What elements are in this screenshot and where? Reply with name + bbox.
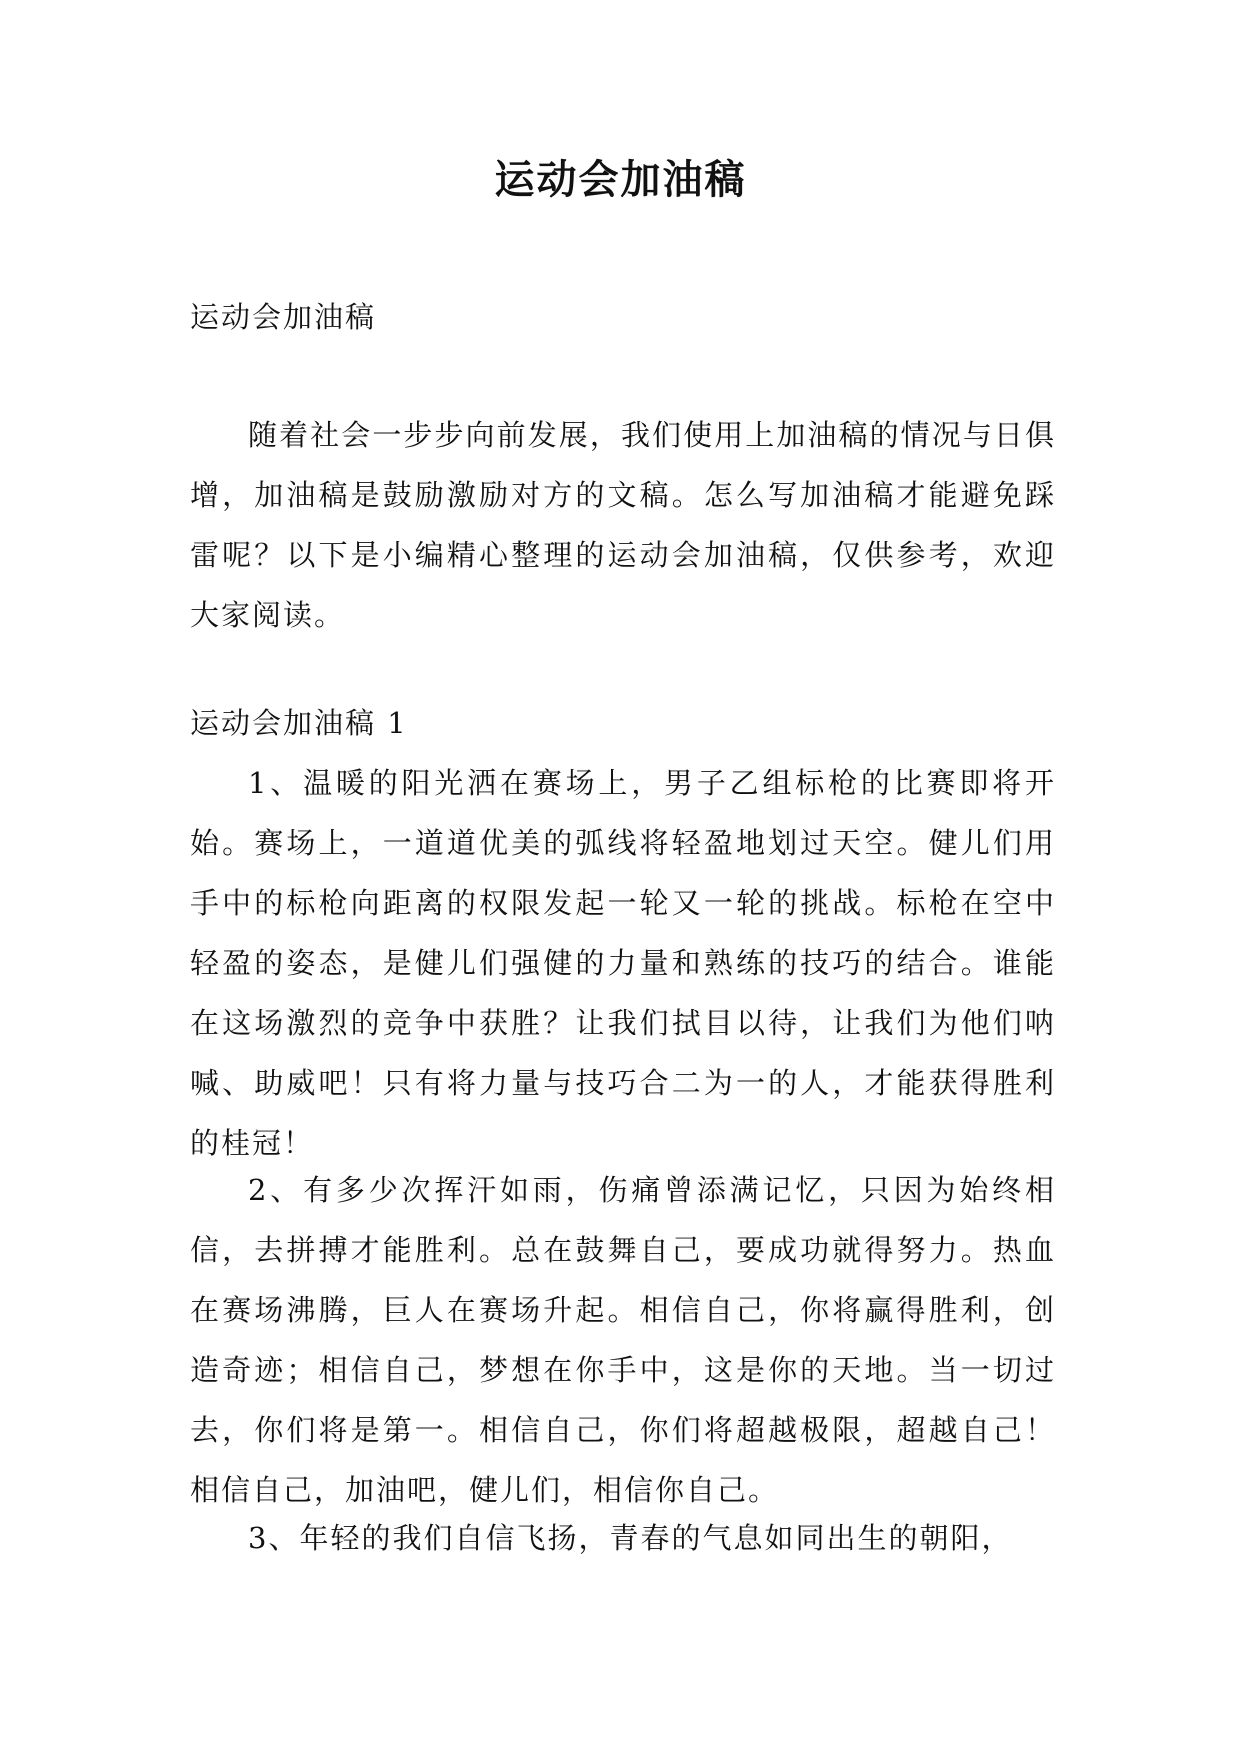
document-subtitle: 运动会加油稿 [190, 300, 377, 334]
document-title: 运动会加油稿 [494, 157, 747, 203]
section-heading: 运动会加油稿 1 [190, 706, 408, 740]
cheer-paragraph-3: 3、年轻的我们自信飞扬，青春的气息如同出生的朝阳， [248, 1521, 1013, 1555]
cheer-paragraph-2: 2、有多少次挥汗如雨，伤痛曾添满记忆，只因为始终相信，去拼搏才能胜利。总在鼓舞自己，要成功就得努力。热血在赛场沸腾，巨人在赛场升起。相信自己，你将赢得胜利，创造奇迹；相信自己，梦想在你手中，这是你的天地。当一切过去，你们将是第一。相信自己，你们将超越极限，超越自己！相信自己，加油吧，健儿们，相信你自己。 [190, 1173, 1056, 1507]
cheer-paragraph-1: 1、温暖的阳光洒在赛场上，男子乙组标枪的比赛即将开始。赛场上，一道道优美的弧线将轻盈地划过天空。健儿们用手中的标枪向距离的权限发起一轮又一轮的挑战。标枪在空中轻盈的姿态，是健儿们强健的力量和熟练的技巧的结合。谁能在这场激烈的竞争中获胜？让我们拭目以待，让我们为他们呐喊、助威吧！只有将力量与技巧合二为一的人，才能获得胜利的桂冠！ [190, 766, 1056, 1160]
intro-paragraph: 随着社会一步步向前发展，我们使用上加油稿的情况与日俱增，加油稿是鼓励激励对方的文稿。怎么写加油稿才能避免踩雷呢？以下是小编精心整理的运动会加油稿，仅供参考，欢迎大家阅读。 [190, 418, 1056, 632]
